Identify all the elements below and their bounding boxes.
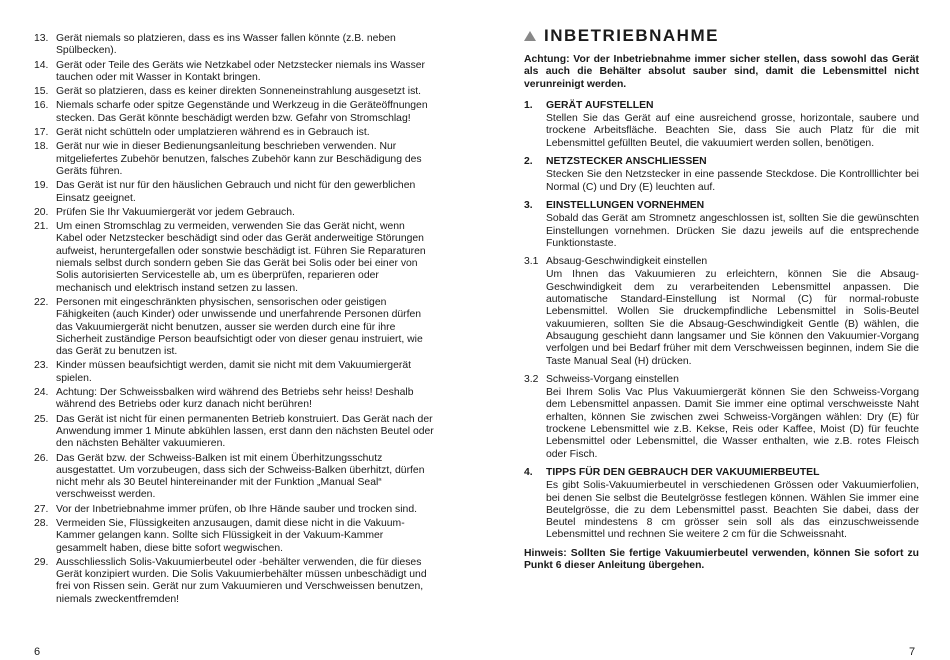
item-text: Das Gerät ist nicht für einen permanenten Betrieb konstruiert. Das Gerät nach der Anwendung immer 1 Minute abkühlen lassen, erst dann den nächsten Beutel oder den nächsten Behälter vakuumieren. xyxy=(56,413,434,450)
item-text: Personen mit eingeschränkten physischen, sensorischen oder geistigen Fähigkeiten (auch Kinder) oder unwissende und unerfahrende Personen dürfen das Vakuumiergerät nicht benutzen, ausser sie werden durch eine für ihre Sicherheit zuständige Person beaufsichtigt oder von dieser genau instruiert, wie das Gerät zu benutzen ist. xyxy=(56,296,423,358)
right-content xyxy=(524,54,919,572)
item-text: Achtung: Der Schweissbalken wird während des Betriebs sehr heiss! Deshalb während des Betriebs oder kurz danach nicht berühren! xyxy=(56,387,414,411)
list-item xyxy=(34,86,434,98)
section-number: 3. xyxy=(524,199,533,211)
list-item xyxy=(34,100,434,125)
section-body: Um Ihnen das Vakuumieren zu erleichtern, können Sie die Absaug-Geschwindigkeit dem zu verarbeitenden Lebensmittel anpassen. Die automatische Standard-Einstellung ist Normal (C) für normal-robuste Lebensmittel. Wollen Sie druckempfindliche Lebensmittel in Solis-Beutel vakuumieren, sollten Sie die Absaug-Geschwindigkeit Gentle (B) wählen, die Absaugung geschieht dann langsamer und Sie können den Vakuumier-Vorgang verfolgen und bei Bedarf früher mit dem Verschweissen beginnen, indem Sie die Taste Manual Seal (H) drücken. xyxy=(546,269,919,367)
item-text: Ausschliesslich Solis-Vakuumierbeutel oder -behälter verwenden, die für dieses Gerät konzipiert wurden. Die Solis Vakuumierbehälter müssen unbeschädigt und frei von Rissen sein. Gerät nur zum Vakuumieren und Verschweissen benutzen, niemals zweckentfremden! xyxy=(56,556,427,605)
heading-text: INBETRIEBNAHME xyxy=(544,26,719,45)
item-text: Gerät oder Teile des Geräts wie Netzkabel oder Netzstecker niemals ins Wasser tauchen oder mit Wasser in Kontakt bringen. xyxy=(56,59,426,83)
item-text: Das Gerät ist nur für den häuslichen Gebrauch und nicht für den gewerblichen Einsatz geeignet. xyxy=(56,180,416,204)
section-title: Schweiss-Vorgang einstellen xyxy=(546,373,679,385)
section xyxy=(524,200,919,250)
section-heading xyxy=(524,26,950,46)
list-item xyxy=(34,518,434,555)
item-text: Kinder müssen beaufsichtigt werden, damit sie nicht mit dem Vakuumiergerät spielen. xyxy=(56,360,411,384)
list-item xyxy=(34,360,434,385)
section-number: 3.2 xyxy=(524,373,539,385)
section-body: Stecken Sie den Netzstecker in eine passende Steckdose. Die Kontrolllichter bei Normal (C) und Dry (E) leuchten auf. xyxy=(546,169,919,193)
item-number: 13. xyxy=(34,33,49,44)
item-number: 14. xyxy=(34,59,49,71)
item-text: Gerät so platzieren, dass es keiner direkten Sonneneinstrahlung ausgesetzt ist. xyxy=(56,86,422,98)
item-number: 21. xyxy=(34,221,49,233)
item-text: Vermeiden Sie, Flüssigkeiten anzusaugen, damit diese nicht in die Vakuum-Kammer gelangen kann. Sollte sich Flüssigkeit in der Vakuum-Kammer gesammelt haben, diese bitte sofort wegwischen. xyxy=(56,517,405,554)
item-number: 20. xyxy=(34,206,49,218)
item-number: 17. xyxy=(34,127,49,139)
section-header xyxy=(524,200,919,212)
section xyxy=(524,100,919,150)
section-title: TIPPS FÜR DEN GEBRAUCH DER VAKUUMIERBEUTEL xyxy=(546,466,820,478)
list-item xyxy=(34,414,434,451)
list-item xyxy=(34,33,434,58)
item-text: Um einen Stromschlag zu vermeiden, verwenden Sie das Gerät nicht, wenn Kabel oder Netzstecker beschädigt sind oder das Gerät anderweitige Störungen aufweist, heruntergefallen oder sonstwie beschädigt ist. Führen Sie Reparaturen niemals selbst durch sondern geben Sie das Gerät bei Solis oder bei einer von Solis autorisierten Servicestelle ab, um es überprüfen, reparieren oder mechanisch und elektrisch instand setzen zu lassen. xyxy=(56,221,426,294)
item-number: 25. xyxy=(34,413,49,425)
triangle-icon xyxy=(524,31,536,41)
item-text: Prüfen Sie Ihr Vakuumiergerät vor jedem Gebrauch. xyxy=(56,206,295,218)
section-body: Bei Ihrem Solis Vac Plus Vakuumiergerät können Sie den Schweiss-Vorgang dem Lebensmittel anpassen. Damit Sie immer eine optimal verschweisste Naht erhalten, können Sie zwischen zwei Schweiss-Vorgängen wählen: Dry (E) für trockene Lebensmittel wie z.B. Kekse, Reis oder Kaffee, Moist (D) für feuchte Lebensmittel oder Lebensmittel, die Wasser enthalten, wie z.B. rotes Fleisch oder Fisch. xyxy=(546,387,919,460)
section-number: 1. xyxy=(524,99,533,111)
list-item xyxy=(34,60,434,85)
section-body: Sobald das Gerät am Stromnetz angeschlossen ist, sollten Sie die gewünschten Einstellungen vornehmen. Drücken Sie dazu jeweils auf die entsprechende Funktionstaste. xyxy=(546,213,919,249)
item-number: 16. xyxy=(34,100,49,112)
item-number: 15. xyxy=(34,86,49,98)
section xyxy=(524,467,919,542)
item-number: 28. xyxy=(34,517,49,529)
section-header xyxy=(524,467,919,479)
item-number: 26. xyxy=(34,452,49,464)
item-text: Gerät nicht schütteln oder umplatzieren während es in Gebrauch ist. xyxy=(56,127,370,139)
hint-note: Hinweis: Sollten Sie fertige Vakuumierbeutel verwenden, können Sie sofort zu Punkt 6 dieser Anleitung übergehen. xyxy=(524,547,919,571)
section-title: NETZSTECKER ANSCHLIESSEN xyxy=(546,156,707,168)
section-title: EINSTELLUNGEN VORNEHMEN xyxy=(546,199,705,211)
safety-list xyxy=(34,33,434,606)
intro-warning: Achtung: Vor der Inbetriebnahme immer sicher stellen, dass sowohl das Gerät als auch die Behälter absolut sauber sind, damit die Lebensmittel nicht verunreinigt werden. xyxy=(524,54,919,90)
section-header xyxy=(524,374,919,386)
section-number: 3.1 xyxy=(524,256,539,268)
section-body: Es gibt Solis-Vakuumierbeutel in verschiedenen Grössen oder Vakuumierfolien, bei denen Sie selbst die Beutelgrösse festlegen können. Wählen Sie immer eine Beutelgrösse, die zu dem Lebensmittel passt. Beachten Sie dabei, dass der Beutel mindestens 8 cm grösser sein soll als das einzuschweissende Lebensmittel und rechnen Sie weitere 2 cm für die Schweissnaht. xyxy=(546,480,919,541)
list-item xyxy=(34,141,434,178)
list-item xyxy=(34,297,434,358)
list-item xyxy=(34,387,434,412)
item-text: Das Gerät bzw. der Schweiss-Balken ist mit einem Überhitzungsschutz ausgestattet. Um vorzubeugen, dass sich der Schweiss-Balken überhitzt, dürfen nicht mehr als 30 Beutel hintereinander mit der Funktion „Manual Seal“ verschweisst werden. xyxy=(56,452,425,501)
page-number-right: 7 xyxy=(909,646,916,658)
section-header xyxy=(524,156,919,168)
list-item xyxy=(34,221,434,295)
section-title: Absaug-Geschwindigkeit einstellen xyxy=(546,256,708,268)
item-text: Niemals scharfe oder spitze Gegenstände und Werkzeug in die Geräteöffnungen stecken. Das Gerät könnte beschädigt werden bzw. Gefahr von Stromschlag! xyxy=(56,100,428,124)
item-text: Vor der Inbetriebnahme immer prüfen, ob Ihre Hände sauber und trocken sind. xyxy=(56,503,417,515)
list-item xyxy=(34,207,434,219)
item-text: Gerät nur wie in dieser Bedienungsanleitung beschrieben verwenden. Nur mitgeliefertes Zubehör benutzen, falsches Zubehör kann zur Beschädigung des Geräts führen. xyxy=(56,141,422,177)
section xyxy=(524,156,919,194)
section-header xyxy=(524,256,919,268)
item-text: Gerät niemals so platzieren, dass es ins Wasser fallen könnte (z.B. neben Spülbecken). xyxy=(56,33,396,57)
item-number: 18. xyxy=(34,141,49,153)
item-number: 22. xyxy=(34,296,49,308)
item-number: 29. xyxy=(34,556,49,568)
list-item xyxy=(34,127,434,139)
item-number: 19. xyxy=(34,180,49,192)
right-page xyxy=(475,0,950,660)
section-number: 2. xyxy=(524,156,533,168)
section-header xyxy=(524,100,919,112)
section-title: GERÄT AUFSTELLEN xyxy=(546,99,654,111)
page-number-left: 6 xyxy=(34,646,41,658)
section xyxy=(524,256,919,368)
section-number: 4. xyxy=(524,466,533,478)
section-body: Stellen Sie das Gerät auf eine ausreichend grosse, horizontale, saubere und trockene Arbeitsfläche. Beachten Sie, dass Sie auch Platz für die mit Lebensmittel gefüllten Beutel, die vakuumiert werden sollen, benötigen. xyxy=(546,113,919,149)
list-item xyxy=(34,557,434,606)
item-number: 27. xyxy=(34,503,49,515)
item-number: 24. xyxy=(34,387,49,399)
list-item xyxy=(34,180,434,205)
list-item xyxy=(34,504,434,516)
list-item xyxy=(34,453,434,502)
item-number: 23. xyxy=(34,360,49,372)
section xyxy=(524,374,919,461)
